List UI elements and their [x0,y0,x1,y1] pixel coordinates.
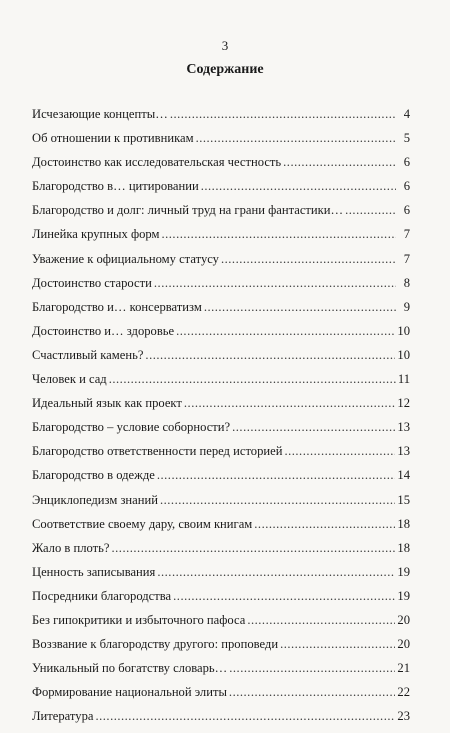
toc-entry [32,517,410,541]
toc-entry-label: Исчезающие концепты… [32,107,168,121]
toc-entry [32,613,410,637]
toc-leader-dots [161,227,396,242]
toc-entry-page: 18 [397,540,410,555]
toc-entry [32,179,410,203]
toc-entry-page: 15 [397,492,410,507]
toc-leader-dots [284,444,395,459]
toc-entry [32,661,410,685]
toc-entry-label: Уникальный по богатству словарь… [32,661,228,676]
toc-entry-label: Об отношении к противникам [32,131,194,146]
toc-entry-label: Жало в плоть? [32,540,110,555]
toc-entry-page: 22 [397,685,410,700]
toc-entry-label: Соответствие своему дару, своим книгам [32,516,253,531]
toc-entry-page: 13 [397,420,410,435]
toc-entry [32,493,410,517]
toc-entry-label: Благородство в одежде [32,468,155,483]
toc-leader-dots [204,300,396,315]
toc-entry-label: Достоинство и… здоровье [32,323,175,338]
toc-entry-label: Формирование национальной элиты [32,685,227,700]
toc-entry-page: 21 [397,661,410,676]
toc-entry [32,155,410,179]
toc-entry [32,637,410,661]
toc-leader-dots [157,468,396,483]
toc-entry [32,565,410,589]
toc-entry-page: 12 [397,396,410,411]
toc-entry-page: 6 [403,155,410,170]
toc-entry-label: Достоинство старости [32,275,152,290]
toc-entry [32,541,410,565]
toc-entry-page: 10 [397,347,410,362]
toc-entry [32,203,410,227]
toc-leader-dots [229,685,395,700]
toc-entry [32,131,410,155]
toc-entry-label: Литература [32,709,94,724]
toc-entry-page: 5 [403,131,410,146]
toc-leader-dots [157,565,395,580]
toc-leader-dots [280,637,395,652]
toc-leader-dots [201,179,396,194]
toc-entry [32,300,410,324]
toc-entry-page: 20 [397,612,410,627]
toc-entry-page: 14 [397,468,410,483]
toc-entry-label: Благородство – условие соборности? [32,420,231,435]
toc-leader-dots [345,203,396,218]
toc-entry [32,396,410,420]
toc-leader-dots [247,613,395,628]
toc-leader-dots [160,493,395,508]
toc-entry-page: 8 [403,275,410,290]
toc-entry-page: 7 [403,227,410,242]
toc-leader-dots [112,541,396,556]
toc-leader-dots [154,276,396,291]
toc-entry-label: Достоинство как исследовательская честность [32,155,282,170]
toc-entry [32,252,410,276]
toc-entry-label: Уважение к официальному статусу [32,251,219,266]
toc-leader-dots [184,396,396,411]
toc-entry-label: Счастливый камень? [32,347,144,362]
toc-entry [32,420,410,444]
toc-leader-dots [176,324,395,339]
toc-leader-dots [221,252,396,267]
toc-entry-page: 18 [397,516,410,531]
toc-entry [32,107,410,131]
toc-leader-dots [229,661,395,676]
toc-entry-label: Благородство ответственности перед историей [32,444,283,459]
toc-entry-label: Энциклопедизм знаний [32,492,158,507]
toc-entry-label: Благородство и долг: личный труд на грани фантастики… [32,203,344,218]
toc-entry-page: 7 [403,251,410,266]
toc-entry-page: 4 [403,107,410,121]
toc-leader-dots [283,155,396,170]
page-number: 3 [221,38,229,53]
toc-entry-page: 6 [403,179,410,194]
toc-entry [32,227,410,251]
toc-entry [32,372,410,396]
toc-entry-page: 23 [397,709,410,724]
toc-entry [32,324,410,348]
toc-entry-page: 20 [397,637,410,652]
toc-entry-label: Линейка крупных форм [32,227,160,242]
toc-entry-label: Идеальный язык как проект [32,396,182,411]
toc-leader-dots [145,348,395,363]
toc-leader-dots [254,517,395,532]
toc-entry-label: Человек и сад [32,372,107,387]
toc-entry-label: Благородство и… консерватизм [32,299,202,314]
toc-entry [32,589,410,613]
page-title: Содержание [186,62,264,77]
toc-entry-page: 10 [397,323,410,338]
toc-entry-page: 11 [397,372,410,387]
toc-entry [32,685,410,709]
toc-leader-dots [95,709,395,724]
toc-entry [32,468,410,492]
toc-entry-label: Посредники благородства [32,588,172,603]
toc-entry-label: Ценность записывания [32,564,156,579]
toc-leader-dots [232,420,395,435]
toc-entry [32,444,410,468]
toc-entry-page: 19 [397,564,410,579]
table-of-contents [32,107,410,733]
toc-entry [32,276,410,300]
toc-entry-label: Без гипокритики и избыточного пафоса [32,612,246,627]
toc-entry-page: 6 [403,203,410,218]
toc-leader-dots [196,131,396,146]
toc-entry [32,709,410,733]
toc-entry-page: 19 [397,588,410,603]
toc-entry-page: 9 [403,299,410,314]
toc-entry-page: 13 [397,444,410,459]
toc-entry-label: Воззвание к благородству другого: проповеди [32,637,279,652]
toc-leader-dots [170,107,396,122]
toc-leader-dots [109,372,396,387]
toc-entry-label: Благородство в… цитировании [32,179,199,194]
toc-entry [32,348,410,372]
toc-leader-dots [173,589,395,604]
